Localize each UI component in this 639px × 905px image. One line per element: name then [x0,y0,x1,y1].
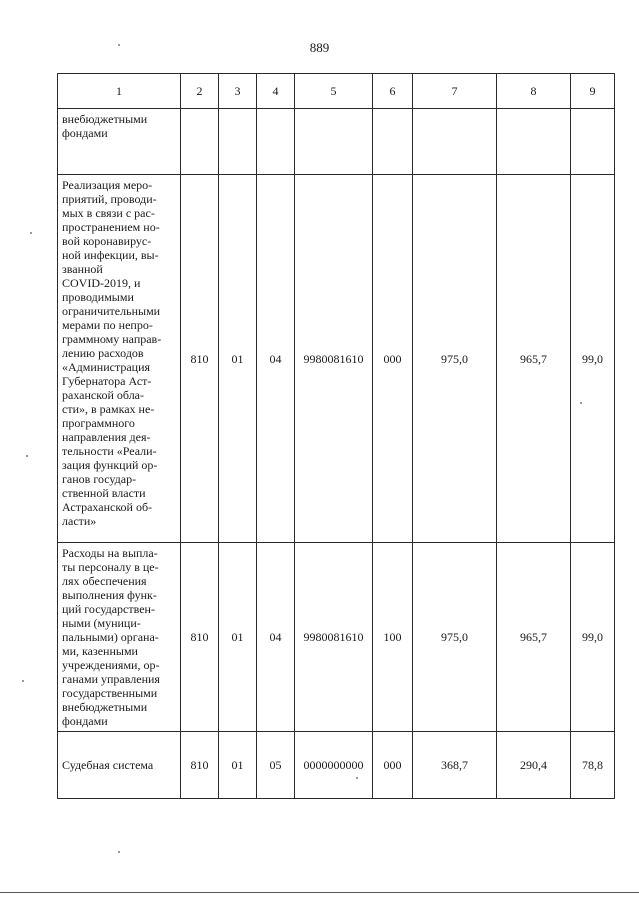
row-name-line: внебюджетными [62,700,148,714]
row-name-line: званной [62,262,103,276]
scan-speck [118,851,120,853]
cell-c3: 01 [219,732,257,799]
row-name-line: граммному направ- [62,332,162,346]
row-name-line: ганами управления [62,672,160,686]
row-name-line: раханской обла- [62,388,145,402]
header-cell: 5 [295,74,373,109]
cell-c4: 05 [257,732,295,799]
row-name-line: сти», в рамках не- [62,402,155,416]
cell-c4: 04 [257,175,295,543]
cell-c8: 965,7 [497,175,571,543]
header-cell: 7 [413,74,497,109]
row-name-line: тельности «Реали- [62,444,157,458]
cell-c2: 810 [181,732,219,799]
scan-speck [356,777,358,779]
cell-c2 [181,109,219,175]
row-name-line: Губернатора Аст- [62,374,152,388]
cell-c8: 965,7 [497,543,571,732]
row-name-line: лению расходов [62,346,144,360]
cell-c7: 975,0 [413,175,497,543]
header-cell: 3 [219,74,257,109]
cell-c6: 000 [373,732,413,799]
row-name-line: приятий, проводи- [62,192,157,206]
cell-c6: 100 [373,543,413,732]
cell-c5: 0000000000 [295,732,373,799]
row-name-line: программного [62,416,135,430]
row-name-line: ной инфекции, вы- [62,248,159,262]
scan-speck [26,455,28,457]
row-name-line: ласти» [62,514,97,528]
scan-speck [30,232,32,234]
cell-c7 [413,109,497,175]
cell-c9: 99,0 [571,543,615,732]
table-row [58,543,615,732]
cell-c5: 9980081610 [295,543,373,732]
scan-speck [22,680,24,682]
row-name-line: государственными [62,686,158,700]
row-name-line: Расходы на выпла- [62,546,158,560]
header-cell: 8 [497,74,571,109]
header-cell: 6 [373,74,413,109]
cell-c2: 810 [181,543,219,732]
scan-speck [580,402,582,404]
row-name-line: ты персоналу в це- [62,560,159,574]
row-name-line: пространением но- [62,220,160,234]
cell-c3: 01 [219,543,257,732]
row-name-line: внебюджетными [62,112,148,126]
cell-c9 [571,109,615,175]
cell-c8: 290,4 [497,732,571,799]
cell-c5 [295,109,373,175]
header-cell: 1 [58,74,181,109]
cell-c5: 9980081610 [295,175,373,543]
table-row [58,732,615,799]
row-name-line: проводимыми [62,290,134,304]
scan-speck [118,44,120,46]
row-name-line: мерами по непро- [62,318,153,332]
row-name-line: мых в связи с рас- [62,206,155,220]
row-name-line: фондами [62,126,108,140]
row-name-cell [58,732,181,799]
row-name-line: Реализация меро- [62,178,153,192]
cell-c6 [373,109,413,175]
header-row [58,74,615,109]
row-name-line: выполнения функ- [62,588,157,602]
row-name-line: «Администрация [62,360,151,374]
header-cell: 9 [571,74,615,109]
budget-table [57,73,615,799]
row-name-cell [58,109,181,175]
row-name-line: Судебная система [62,758,154,772]
row-name-line: Астраханской об- [62,500,153,514]
row-name-line: ственной власти [62,486,146,500]
row-name-line: ганов государ- [62,472,137,486]
table-row [58,175,615,543]
row-name-line: зация функций ор- [62,458,158,472]
row-name-line: ограничительными [62,304,161,318]
page-bottom-rule [0,892,639,893]
page-number: 889 [309,40,330,55]
row-name-line: учреждениями, ор- [62,658,160,672]
row-name-line: COVID-2019, и [62,276,141,290]
table-row [58,109,615,175]
header-cell: 2 [181,74,219,109]
row-name-cell [58,175,181,543]
cell-c4 [257,109,295,175]
cell-c6: 000 [373,175,413,543]
cell-c7: 368,7 [413,732,497,799]
cell-c3 [219,109,257,175]
row-name-line: направления дея- [62,430,151,444]
cell-c9: 78,8 [571,732,615,799]
cell-c2: 810 [181,175,219,543]
header-cell: 4 [257,74,295,109]
row-name-line: вой коронавирус- [62,234,152,248]
row-name-line: ными (муници- [62,616,141,630]
cell-c4: 04 [257,543,295,732]
row-name-line: фондами [62,714,108,728]
cell-c9: 99,0 [571,175,615,543]
row-name-line: лях обеспечения [62,574,147,588]
row-name-line: ций государствен- [62,602,155,616]
row-name-cell [58,543,181,732]
row-name-line: пальными) органа- [62,630,159,644]
row-name-line: ми, казенными [62,644,138,658]
cell-c7: 975,0 [413,543,497,732]
cell-c3: 01 [219,175,257,543]
cell-c8 [497,109,571,175]
